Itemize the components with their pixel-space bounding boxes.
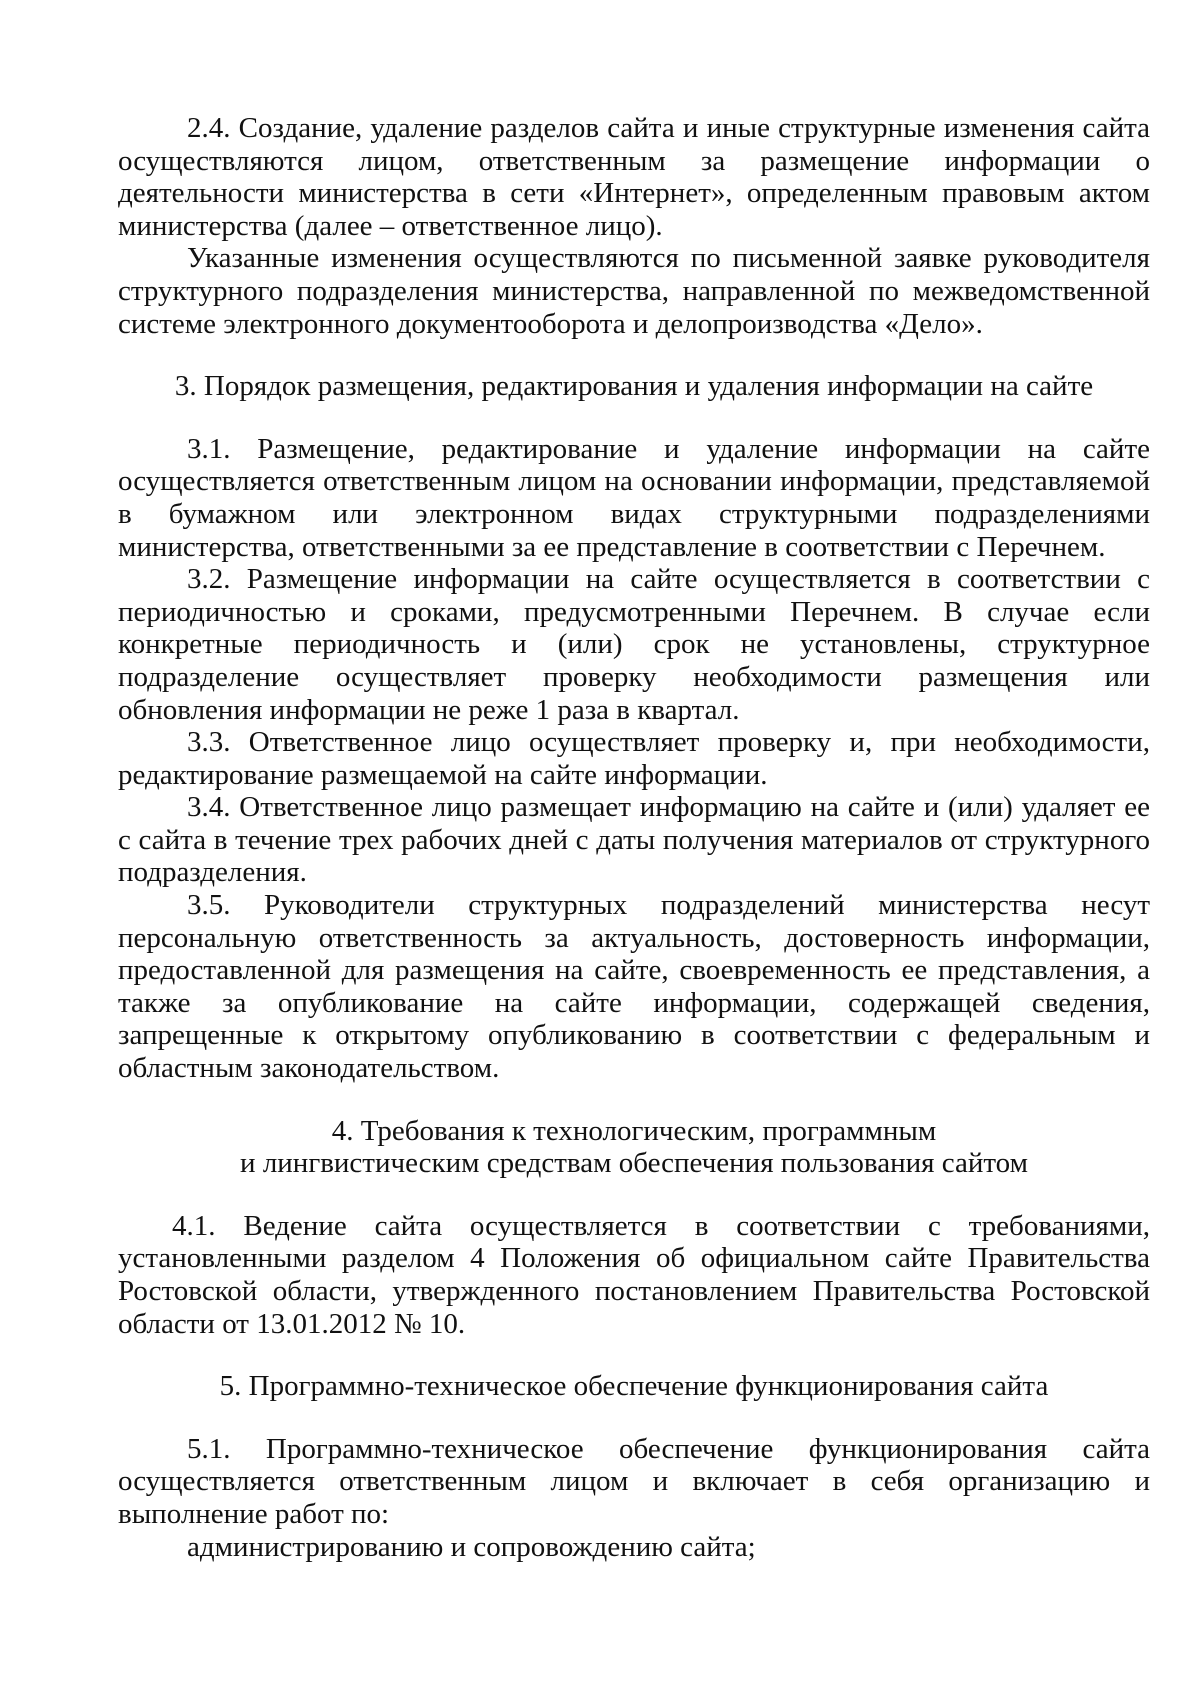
section-4-heading — [118, 1115, 1150, 1180]
section-5-heading: 5. Программно-техническое обеспечение функционирования сайта — [219, 1370, 1049, 1403]
paragraph-3-1: 3.1. Размещение, редактирование и удаление информации на сайте осуществляется ответственным лицом на основании информации, представляемой в бумажном или электронном видах структурными подразделениями министерства, ответственными за ее представление в соответствии с Перечнем. — [118, 432, 1150, 563]
paragraph-2-4-note: Указанные изменения осуществляются по письменной заявке руководителя структурного подразделения министерства, направленной по межведомственной системе электронного документооборота и делопроизводства «Дело». — [118, 242, 1150, 340]
section-4-heading-line-1: 4. Требования к технологическим, программным — [331, 1114, 937, 1147]
section-4-heading-line-2: и лингвистическим средствам обеспечения пользования сайтом — [240, 1147, 1028, 1180]
paragraph-3-5: 3.5. Руководители структурных подразделений министерства несут персональную ответственность за актуальность, достоверность информации, предоставленной для размещения на сайте, своевременность ее представления, а также за опубликование на сайте информации, содержащей сведения, запрещенные к открытому опубликованию в соответствии с федеральным и областным законодательством. — [118, 889, 1150, 1085]
paragraph-3-2: 3.2. Размещение информации на сайте осуществляется в соответствии с периодичностью и сроками, предусмотренными Перечнем. В случае если конкретные периодичность и (или) срок не установлены, структурное подразделение осуществляет проверку необходимости размещения или обновления информации не реже 1 раза в квартал. — [118, 563, 1150, 726]
paragraph-3-4: 3.4. Ответственное лицо размещает информацию на сайте и (или) удаляет ее с сайта в течение трех рабочих дней с даты получения материалов от структурного подразделения. — [118, 791, 1150, 889]
paragraph-2-4: 2.4. Создание, удаление разделов сайта и иные структурные изменения сайта осуществляются лицом, ответственным за размещение информации о деятельности министерства в сети «Интернет», определенным правовым актом министерства (далее – ответственное лицо). — [118, 112, 1150, 242]
document-page — [118, 112, 1150, 1563]
paragraph-4-1: 4.1. Ведение сайта осуществляется в соответствии с требованиями, установленными разделом 4 Положения об официальном сайте Правительства Ростовской области, утвержденного постановлением Правительства Ростовской области от 13.01.2012 № 10. — [118, 1209, 1150, 1340]
paragraph-5-1-item: администрированию и сопровождению сайта; — [187, 1530, 756, 1563]
paragraph-3-3: 3.3. Ответственное лицо осуществляет проверку и, при необходимости, редактирование размещаемой на сайте информации. — [118, 726, 1150, 791]
paragraph-5-1: 5.1. Программно-техническое обеспечение функционирования сайта осуществляется ответственным лицом и включает в себя организацию и выполнение работ по: — [118, 1432, 1150, 1530]
section-3-heading: 3. Порядок размещения, редактирования и удаления информации на сайте — [174, 370, 1094, 403]
